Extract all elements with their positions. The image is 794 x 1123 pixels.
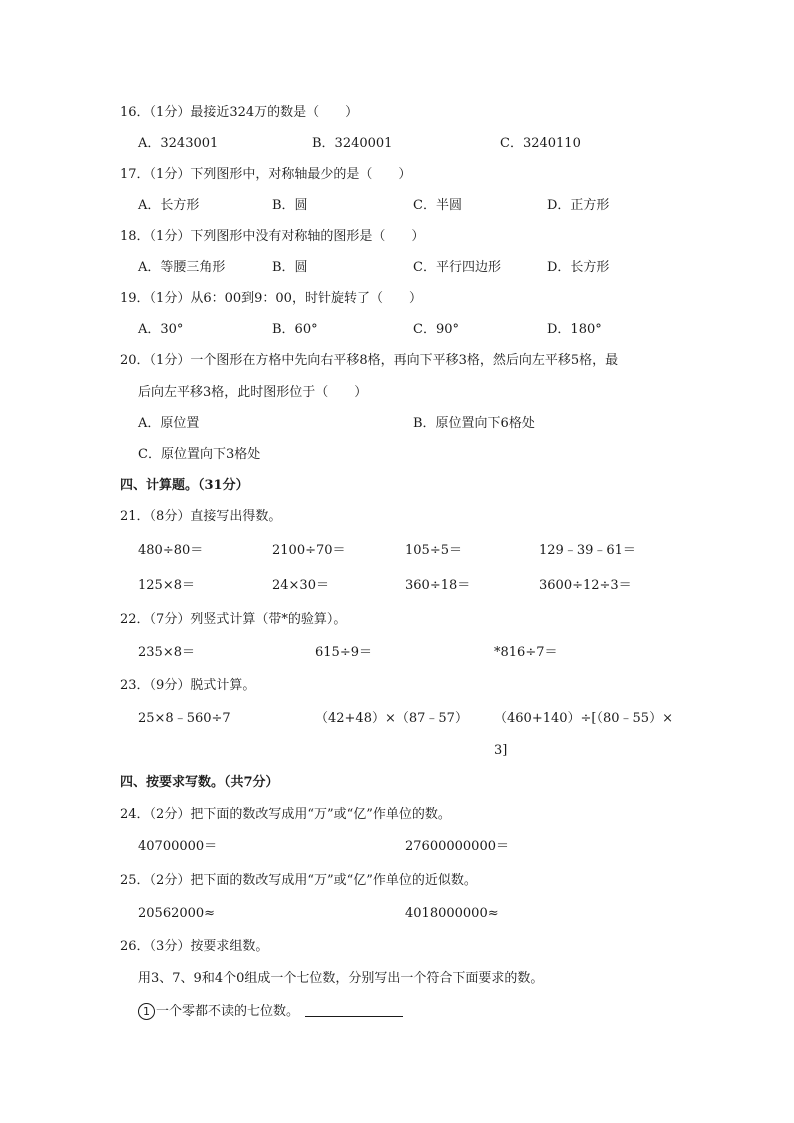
q20-stem-line1: 20．（1分）一个图形在方格中先向右平移8格，再向下平移3格，然后向左平移5格，最 [120,353,619,368]
q18-stem: 18．（1分）下列图形中没有对称轴的图形是（ ） [120,229,425,244]
q19-option-c[interactable]: C．90° [413,322,459,337]
q22-item: 235×8＝ [138,645,195,660]
q20-stem-line2: 后向左平移3格，此时图形位于（ ） [138,385,368,400]
q18-option-b[interactable]: B．圆 [272,260,308,275]
q22-item: *816÷7＝ [494,645,558,660]
q26-stem: 26．（3分）按要求组数。 [120,939,269,954]
q23-item-continued: 3] [494,743,508,758]
circled-number-icon: 1 [138,1003,155,1020]
q17-option-a[interactable]: A．长方形 [138,198,200,213]
answer-blank[interactable] [305,1002,403,1017]
q26-description: 用3、7、9和4个0组成一个七位数，分别写出一个符合下面要求的数。 [138,971,544,986]
q24-stem: 24．（2分）把下面的数改写成用“万”或“亿”作单位的数。 [120,807,451,822]
q21-stem: 21．（8分）直接写出得数。 [120,509,282,524]
q25-stem: 25．（2分）把下面的数改写成用“万”或“亿”作单位的近似数。 [120,873,477,888]
q21-item: 3600÷12÷3＝ [539,578,632,593]
q24-item: 40700000＝ [138,839,218,854]
q25-item: 4018000000≈ [405,906,499,921]
q17-option-c[interactable]: C．半圆 [413,198,462,213]
q21-item: 24×30＝ [272,578,329,593]
q19-option-b[interactable]: B．60° [272,322,318,337]
q19-option-a[interactable]: A．30° [138,322,184,337]
q20-option-b[interactable]: B．原位置向下6格处 [413,416,535,431]
q21-item: 2100÷70＝ [272,543,346,558]
section-heading-calc: 四、计算题。（31分） [120,478,249,493]
q21-item: 480÷80＝ [138,543,204,558]
q25-item: 20562000≈ [138,906,216,921]
q16-stem: 16．（1分）最接近324万的数是（ ） [120,105,359,120]
q20-option-a[interactable]: A．原位置 [138,416,200,431]
q21-item: 360÷18＝ [405,578,471,593]
q16-option-c[interactable]: C．3240110 [500,136,581,151]
q26-sub1-text: 一个零都不读的七位数。 [156,1004,300,1019]
q23-stem: 23．（9分）脱式计算。 [120,678,256,693]
q21-item: 129﹣39﹣61＝ [539,543,636,558]
q20-option-c[interactable]: C．原位置向下3格处 [138,447,261,462]
q17-option-b[interactable]: B．圆 [272,198,308,213]
q23-item: （460+140）÷[（80﹣55）× [494,711,673,726]
q24-item: 27600000000＝ [405,839,509,854]
section-heading-write-numbers: 四、按要求写数。（共7分） [120,775,279,790]
q16-option-a[interactable]: A．3243001 [138,136,219,151]
q19-option-d[interactable]: D．180° [547,322,602,337]
q16-option-b[interactable]: B．3240001 [312,136,393,151]
q21-item: 125×8＝ [138,578,195,593]
q22-item: 615÷9＝ [315,645,372,660]
q19-stem: 19．（1分）从6：00到9：00，时针旋转了（ ） [120,291,422,306]
q18-option-a[interactable]: A．等腰三角形 [138,260,226,275]
q21-item: 105÷5＝ [405,543,462,558]
q22-stem: 22．（7分）列竖式计算（带*的验算）。 [120,612,347,627]
q23-item: （42+48）×（87﹣57） [315,711,468,726]
q18-option-d[interactable]: D．长方形 [547,260,610,275]
q23-item: 25×8﹣560÷7 [138,711,231,726]
q17-stem: 17．（1分）下列图形中，对称轴最少的是（ ） [120,167,412,182]
q26-subquestion-1 [138,1002,403,1021]
q17-option-d[interactable]: D．正方形 [547,198,610,213]
q18-option-c[interactable]: C．平行四边形 [413,260,501,275]
